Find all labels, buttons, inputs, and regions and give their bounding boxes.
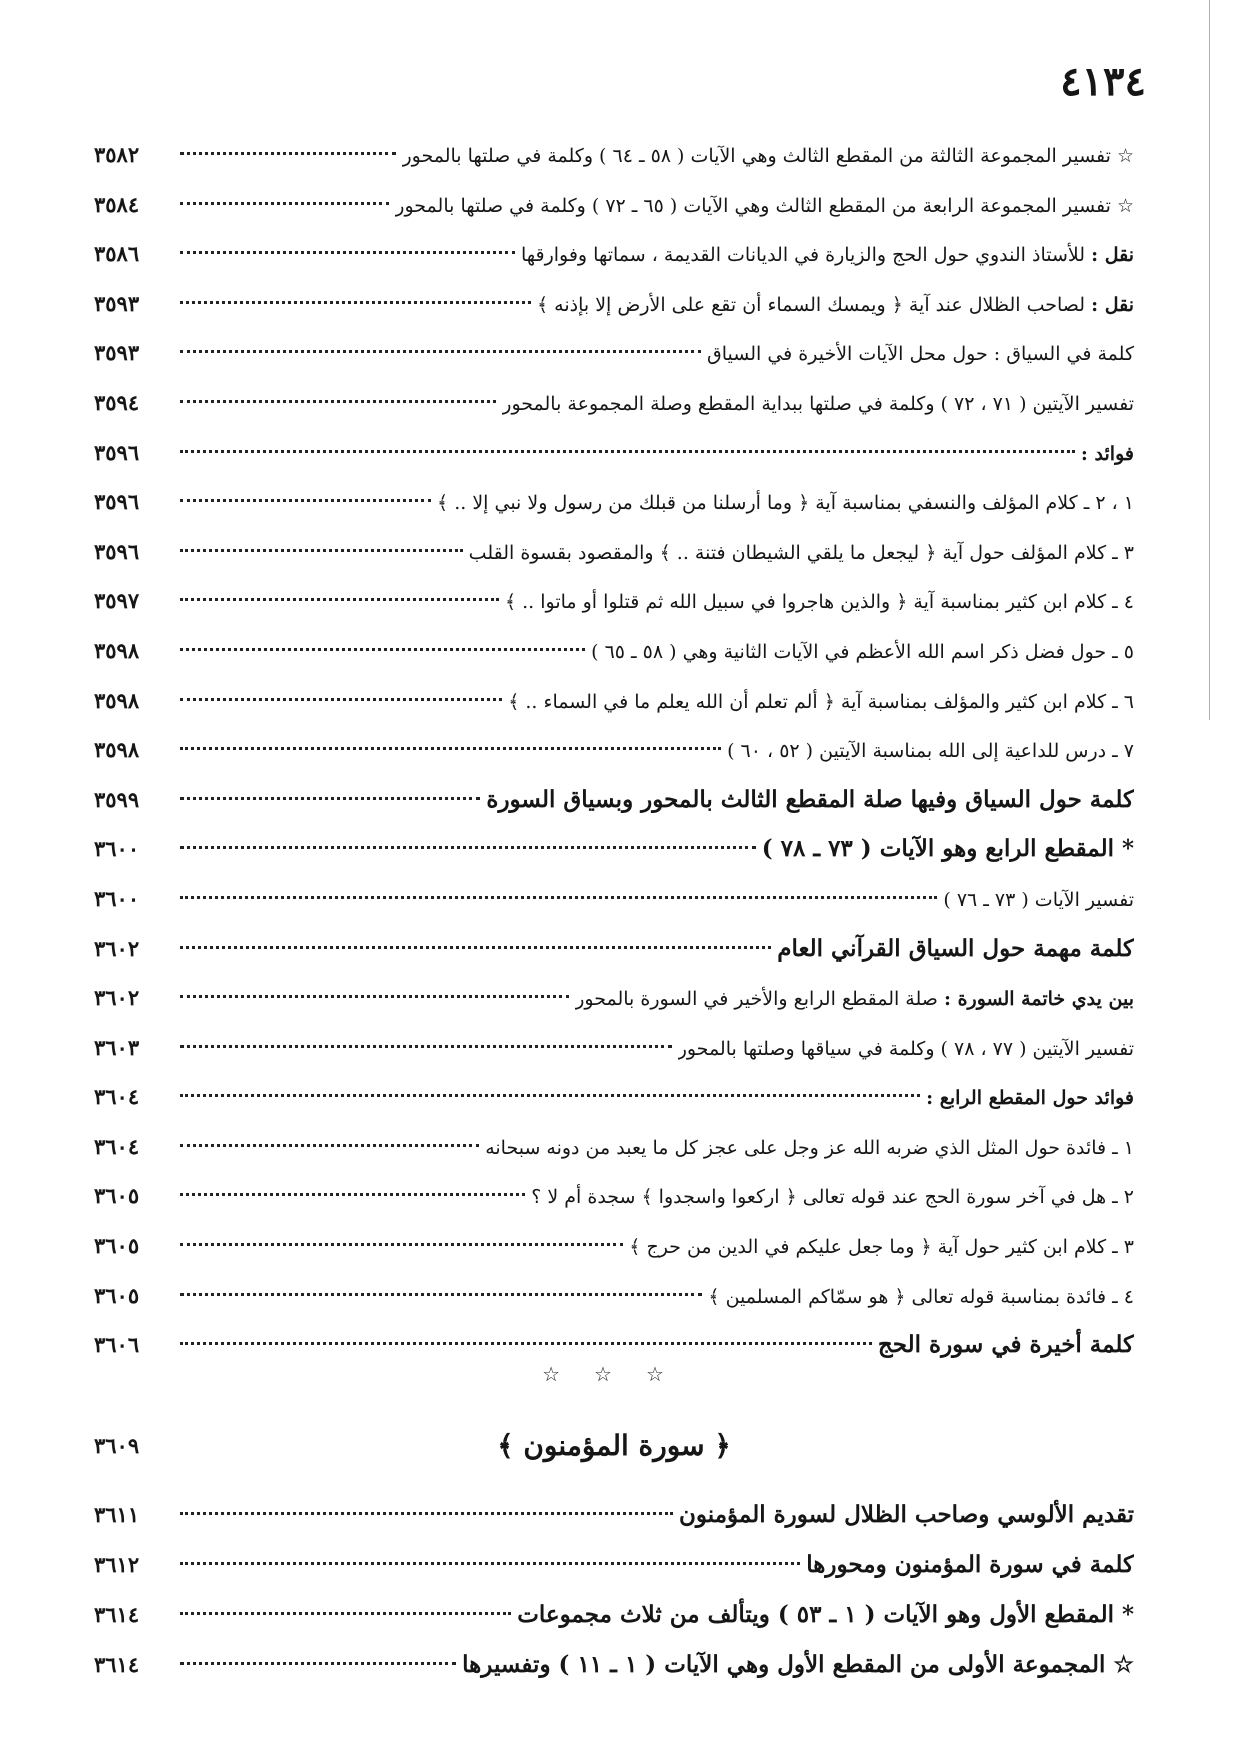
- toc-entry-page: ٣٦١٢: [94, 1552, 140, 1577]
- toc-entry: [94, 924, 1134, 974]
- toc-entry-title: [1081, 430, 1134, 480]
- toc-entry-title: [469, 529, 1134, 579]
- toc-entry: [94, 328, 1134, 378]
- toc-entry: [94, 1540, 1134, 1590]
- dot-leader: [180, 350, 701, 353]
- toc-entry-title: [678, 1025, 1134, 1075]
- toc-entry: [94, 626, 1134, 676]
- toc-entry-page: ٣٥٩٤: [94, 389, 140, 415]
- toc-entry-page: ٣٦٠٥: [94, 1183, 140, 1209]
- toc-entry-lead: نقل :: [1091, 244, 1134, 267]
- dot-leader: [180, 896, 937, 899]
- dot-leader: [180, 648, 585, 651]
- toc-entry: [94, 428, 1134, 478]
- dot-leader: [180, 698, 502, 701]
- toc-entry-title: [537, 281, 1134, 331]
- dot-leader: [180, 846, 756, 849]
- toc-entry: [94, 1221, 1134, 1271]
- toc-entry: [94, 1171, 1134, 1221]
- toc-entry-title: [521, 231, 1134, 281]
- toc-entry-page: ٣٦٠٤: [94, 1084, 140, 1110]
- toc-entry-page: ٣٥٩٨: [94, 737, 140, 763]
- toc-entry-page: ٣٦٠٢: [94, 985, 140, 1011]
- dot-leader: [180, 1094, 920, 1097]
- toc-entry-page: ٣٦٠٢: [94, 935, 140, 961]
- toc-entry-page: ٣٦٠٣: [94, 1034, 140, 1060]
- toc-entry-text: تفسير الآيتين ( ٧١ ، ٧٢ ) وكلمة في صلتها ببداية المقطع وصلة المجموعة بالمحور: [502, 392, 1134, 415]
- toc-entry-text: كلمة في السياق : حول محل الآيات الأخيرة في السياق: [707, 343, 1134, 366]
- dot-leader: [180, 1144, 479, 1147]
- toc-entry: [94, 1490, 1134, 1540]
- section-divider-stars: ☆☆☆: [542, 1362, 698, 1386]
- toc-entry-text: * المقطع الأول وهو الآيات ( ١ ـ ٥٣ ) ويتألف من ثلاث مجموعات: [517, 1601, 1134, 1628]
- dot-leader: [180, 946, 771, 949]
- toc-entry: [94, 676, 1134, 726]
- toc-entry: [94, 1640, 1134, 1690]
- scan-edge-line: [1209, 0, 1210, 720]
- dot-leader: [180, 1045, 672, 1048]
- toc-entry: [94, 180, 1134, 230]
- toc-entry: [94, 279, 1134, 329]
- dot-leader: [180, 202, 389, 205]
- toc-entry-text: تفسير الآيتين ( ٧٧ ، ٧٨ ) وكلمة في سياقها وصلتها بالمحور: [677, 1037, 1134, 1060]
- toc-entry-page: ٣٥٩٧: [94, 588, 140, 614]
- toc-entry-page: ٣٥٩٩: [94, 786, 140, 812]
- toc-section-hajj: [94, 130, 1134, 1370]
- toc-entry: [94, 973, 1134, 1023]
- toc-entry: [94, 1122, 1134, 1172]
- toc-entry-lead: نقل :: [1091, 293, 1134, 316]
- dot-leader: [180, 1193, 525, 1196]
- toc-entry-text: ٧ ـ درس للداعية إلى الله بمناسبة الآيتين ( ٥٢ ، ٦٠ ): [727, 740, 1134, 763]
- toc-entry: [94, 824, 1134, 874]
- dot-leader: [180, 598, 499, 601]
- dot-leader: [180, 301, 531, 304]
- toc-entry-text: ١ ـ فائدة حول المثل الذي ضربه الله عز وجل على عجز كل ما يعبد من دونه سبحانه: [485, 1136, 1134, 1159]
- toc-entry-title: [485, 1124, 1134, 1174]
- toc-entry: [94, 378, 1134, 428]
- toc-entry-text: كلمة مهمة حول السياق القرآني العام: [777, 934, 1134, 962]
- toc-entry-title: [508, 678, 1134, 728]
- dot-leader: [180, 1512, 673, 1515]
- toc-entry: [94, 130, 1134, 180]
- toc-entry-text: ٤ ـ كلام ابن كثير بمناسبة آية ﴿ والذين هاجروا في سبيل الله ثم قتلوا أو ماتوا .. ﴾: [504, 591, 1134, 614]
- toc-entry-title: [926, 1074, 1134, 1124]
- toc-entry-page: ٣٦١١: [94, 1502, 140, 1527]
- dot-leader: [180, 450, 1075, 453]
- toc-entry-page: ٣٥٩٨: [94, 687, 140, 713]
- dot-leader: [180, 1342, 872, 1345]
- toc-entry-page: ٣٦٠٦: [94, 1332, 140, 1358]
- toc-entry-page: ٣٥٩٦: [94, 439, 140, 465]
- toc-entry: [94, 1590, 1134, 1640]
- toc-entry-page: ٣٦٠٠: [94, 885, 140, 911]
- toc-entry-lead: فوائد حول المقطع الرابع :: [926, 1087, 1134, 1110]
- toc-entry-page: ٣٦١٤: [94, 1602, 140, 1627]
- dot-leader: [180, 1612, 511, 1615]
- dot-leader: [180, 1662, 456, 1665]
- toc-entry-title: [777, 924, 1134, 974]
- dot-leader: [180, 1293, 702, 1296]
- toc-entry-text: ☆ تفسير المجموعة الرابعة من المقطع الثالث وهي الآيات ( ٦٥ ـ ٧٢ ) وكلمة في صلتها بالمحور: [395, 194, 1134, 217]
- toc-entry: [94, 775, 1134, 825]
- dot-leader: [180, 1562, 800, 1565]
- toc-entry: [94, 1023, 1134, 1073]
- dot-leader: [180, 1243, 623, 1246]
- toc-entry-text: ☆ المجموعة الأولى من المقطع الأول وهي الآيات ( ١ ـ ١١ ) وتفسيرها: [462, 1651, 1134, 1678]
- dot-leader: [180, 797, 480, 800]
- toc-entry-title: [531, 1173, 1134, 1223]
- toc-entry-text: كلمة في سورة المؤمنون ومحورها: [806, 1551, 1134, 1578]
- toc-entry: [94, 1271, 1134, 1321]
- toc-entry-page: ٣٦٠٤: [94, 1133, 140, 1159]
- toc-entry-title: [679, 1490, 1134, 1540]
- dot-leader: [180, 995, 569, 998]
- dot-leader: [180, 251, 515, 254]
- toc-entry: [94, 576, 1134, 626]
- toc-entry-title: [762, 824, 1134, 874]
- toc-entry-text: ٣ ـ كلام المؤلف حول آية ﴿ ليجعل ما يلقي الشيطان فتنة .. ﴾ والمقصود بقسوة القلب: [468, 541, 1134, 564]
- dot-leader: [180, 549, 463, 552]
- toc-entry: [94, 874, 1134, 924]
- toc-entry-lead: بين يدي خاتمة السورة :: [943, 988, 1134, 1011]
- toc-entry-text: صلة المقطع الرابع والأخير في السورة بالمحور: [575, 988, 944, 1011]
- toc-entry-title: [517, 1590, 1134, 1640]
- toc-entry-text: تفسير الآيات ( ٧٣ ـ ٧٦ ): [943, 888, 1134, 911]
- toc-entry-title: [943, 876, 1134, 926]
- toc-entry-text: كلمة أخيرة في سورة الحج: [877, 1331, 1134, 1359]
- toc-entry-title: [708, 1273, 1134, 1323]
- toc-entry-text: كلمة حول السياق وفيها صلة المقطع الثالث بالمحور وبسياق السورة: [486, 785, 1134, 813]
- toc-entry-page: ٣٦٠٠: [94, 836, 140, 862]
- toc-entry: [94, 477, 1134, 527]
- surah-title: ﴿ سورة المؤمنون ﴾: [497, 1429, 731, 1462]
- toc-entry-page: ٣٦١٤: [94, 1652, 140, 1677]
- dot-leader: [180, 747, 721, 750]
- dot-leader: [180, 499, 431, 502]
- toc-entry: [94, 527, 1134, 577]
- surah-page-number: ٣٦٠٩: [94, 1433, 140, 1458]
- toc-entry-text: ٣ ـ كلام ابن كثير حول آية ﴿ وما جعل عليكم في الدين من حرج ﴾: [629, 1236, 1134, 1259]
- dot-leader: [180, 152, 396, 155]
- toc-entry-page: ٣٥٨٢: [94, 142, 140, 167]
- toc-entry-title: [591, 628, 1134, 678]
- toc-entry-text: للأستاذ الندوي حول الحج والزيارة في الديانات القديمة ، سماتها وفوارقها: [520, 244, 1092, 267]
- toc-entry-page: ٣٥٩٣: [94, 290, 140, 316]
- toc-entry: [94, 1072, 1134, 1122]
- toc-section-muminun: [94, 1490, 1134, 1690]
- toc-entry-text: ٤ ـ فائدة بمناسبة قوله تعالى ﴿ هو سمّاكم المسلمين ﴾: [708, 1285, 1134, 1308]
- toc-entry-title: [402, 132, 1134, 182]
- toc-entry-text: ٢ ـ هل في آخر سورة الحج عند قوله تعالى ﴿ اركعوا واسجدوا ﴾ سجدة أم لا ؟: [531, 1186, 1134, 1209]
- toc-entry-text: * المقطع الرابع وهو الآيات ( ٧٣ ـ ٧٨ ): [761, 835, 1134, 863]
- toc-entry-text: لصاحب الظلال عند آية ﴿ ويمسك السماء أن تقع على الأرض إلا بإذنه ﴾: [536, 293, 1092, 316]
- toc-entry-page: ٣٦٠٥: [94, 1282, 140, 1308]
- toc-entry-title: [395, 182, 1134, 232]
- toc-entry-page: ٣٥٨٤: [94, 191, 140, 217]
- toc-entry-page: ٣٥٩٣: [94, 340, 140, 366]
- toc-entry-page: ٣٥٩٦: [94, 538, 140, 564]
- toc-entry: [94, 725, 1134, 775]
- toc-entry-page: ٣٥٨٦: [94, 241, 140, 267]
- toc-entry-title: [505, 578, 1134, 628]
- toc-entry-text: ٥ ـ حول فضل ذكر اسم الله الأعظم في الآيات الثانية وهي ( ٥٨ ـ ٦٥ ): [591, 640, 1134, 663]
- surah-heading-row: [94, 1418, 1134, 1474]
- toc-entry-text: ٦ ـ كلام ابن كثير والمؤلف بمناسبة آية ﴿ ألم تعلم أن الله يعلم ما في السماء .. ﴾: [508, 690, 1134, 713]
- toc-entry-title: [486, 775, 1134, 825]
- toc-entry-page: ٣٥٩٨: [94, 637, 140, 663]
- toc-entry-title: [437, 479, 1134, 529]
- toc-entry-title: [707, 330, 1134, 380]
- toc-entry-title: [575, 975, 1134, 1025]
- toc-entry-text: ١ ، ٢ ـ كلام المؤلف والنسفي بمناسبة آية ﴿ وما أرسلنا من قبلك من رسول ولا نبي إلا .. ﴾: [437, 492, 1134, 515]
- toc-entry-title: [727, 727, 1134, 777]
- toc-entry-page: ٣٥٩٦: [94, 489, 140, 515]
- toc-entry-title: [462, 1640, 1134, 1690]
- toc-entry-title: [806, 1540, 1134, 1590]
- toc-entry: [94, 229, 1134, 279]
- toc-entry-title: [629, 1223, 1134, 1273]
- toc-entry-text: ☆ تفسير المجموعة الثالثة من المقطع الثالث وهي الآيات ( ٥٨ ـ ٦٤ ) وكلمة في صلتها بالمحور: [402, 145, 1134, 167]
- toc-entry-title: [502, 380, 1134, 430]
- toc-entry-text: تقديم الألوسي وصاحب الظلال لسورة المؤمنون: [678, 1501, 1134, 1528]
- toc-entry-page: ٣٦٠٥: [94, 1233, 140, 1259]
- page-number: ٤١٣٤: [1060, 58, 1146, 105]
- dot-leader: [180, 400, 496, 403]
- toc-entry-lead: فوائد :: [1080, 442, 1134, 465]
